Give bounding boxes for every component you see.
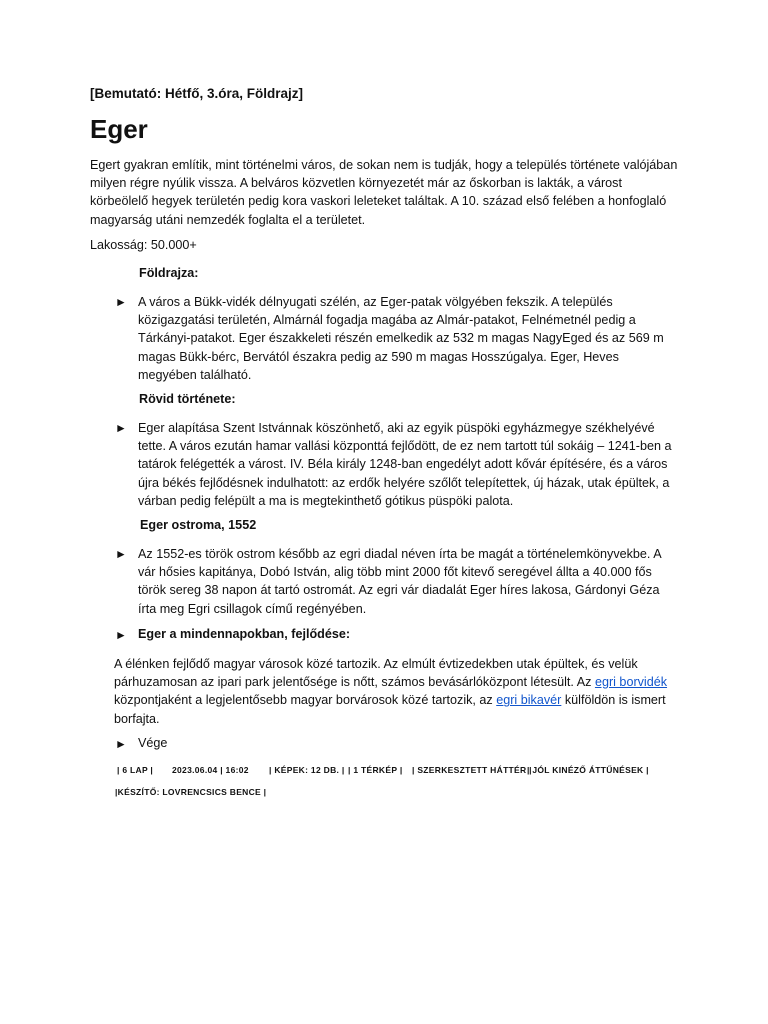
egri-borvidek-link[interactable]: egri borvidék xyxy=(594,675,668,690)
footer-map: | 1 TÉRKÉP | xyxy=(348,765,403,775)
daily-life-heading: Eger a mindennapokban, fejlődése: xyxy=(138,627,351,641)
daily-life-paragraph xyxy=(114,655,679,728)
bullet-arrow-icon: ► xyxy=(115,421,127,435)
footer-transitions: | JÓL KINÉZŐ ÁTTŰNÉSEK | xyxy=(527,765,649,775)
bullet-arrow-icon: ► xyxy=(115,737,127,751)
bullet-arrow-icon: ► xyxy=(115,295,127,309)
footer-images: | KÉPEK: 12 DB. | xyxy=(269,765,345,775)
geography-paragraph: A város a Bükk-vidék délnyugati szélén, az Eger-patak völgyében fekszik. A település közigazgatási területén, Almárnál fogadja magába az Almár-patakot, Felnémetnél pedig a Tárkányi-patakot. Eger északkeleti részén emelkedik az 532 m magas NagyEged és az 569 m magas Bükk-bérc, Bervától északra pedig az 590 m magas Hosszúgalya. Eger, Heves megyében található. xyxy=(138,295,664,382)
bullet-arrow-icon: ► xyxy=(115,628,127,642)
footer-datetime: 2023.06.04 | 16:02 xyxy=(172,765,249,775)
siege-heading: Eger ostroma, 1552 xyxy=(140,518,257,532)
end-text: Vége xyxy=(138,736,168,750)
page-title: Eger xyxy=(90,114,148,144)
egri-bikaver-link[interactable]: egri bikavér xyxy=(496,693,562,708)
population-text: Lakosság: 50.000+ xyxy=(90,238,197,252)
intro-paragraph: Egert gyakran említik, mint történelmi város, de sokan nem is tudják, hogy a település története valójában milyen régre nyúlik vissza. A belváros közvetlen környezetét már az őskorban is lakták, a várost körbeölelő hegyek területén pedig kora vaskori leleteket találtak. A 10. század első felében a honfoglaló magyarság utáni nemzedék foglalta el a területet. xyxy=(90,158,678,227)
daily-text-part: központjaként a legjelentősebb magyar borvárosok közé tartozik, az xyxy=(114,693,497,708)
footer-author: |KÉSZÍTŐ: LOVRENCSICS BENCE | xyxy=(115,787,267,797)
history-paragraph: Eger alapítása Szent Istvánnak köszönhető, aki az egyik püspöki egyházmegye székhelyévé tette. A város ezután hamar vallási központtá fejlődött, de ez nem tartott túl sokáig – 1241-ben a tatárok felégették a várost. IV. Béla király 1248-ban engedélyt adott kővár építésére, és a város újra békés fejlődésnek indulhatott: az erdők helyére szőlőt telepítettek, új házak, utak épültek, a várban pedig felépült a ma is megtekinthető gótikus püspöki palota. xyxy=(138,421,672,508)
daily-text-part: külföldön is ismert borfajta. xyxy=(114,693,666,726)
footer-slide-count: | 6 LAP | xyxy=(117,765,154,775)
bullet-arrow-icon: ► xyxy=(115,547,127,561)
footer-background: | SZERKESZTETT HÁTTÉR | xyxy=(412,765,532,775)
history-heading: Rövid története: xyxy=(139,392,236,406)
siege-paragraph: Az 1552-es török ostrom később az egri diadal néven írta be magát a történelemkönyvekbe. A vár hősies kapitánya, Dobó István, alig több mint 2000 főt kitevő seregével állta a 40.000 fős török sereg 38 napon át tartó ostromát. Az egri vár diadalát Eger híres lakosa, Gárdonyi Géza írta meg Egri csillagok című regényében. xyxy=(138,547,661,616)
daily-text-part: A élénken fejlődő magyar városok közé tartozik. Az elmúlt évtizedekben utak épültek, és velük párhuzamosan az ipari park jelentősége is nőtt, számos bevásárlóközpont létesült. Az xyxy=(114,657,638,690)
geography-heading: Földrajza: xyxy=(139,266,199,280)
presentation-tag: [Bemutató: Hétfő, 3.óra, Földrajz] xyxy=(90,86,304,101)
